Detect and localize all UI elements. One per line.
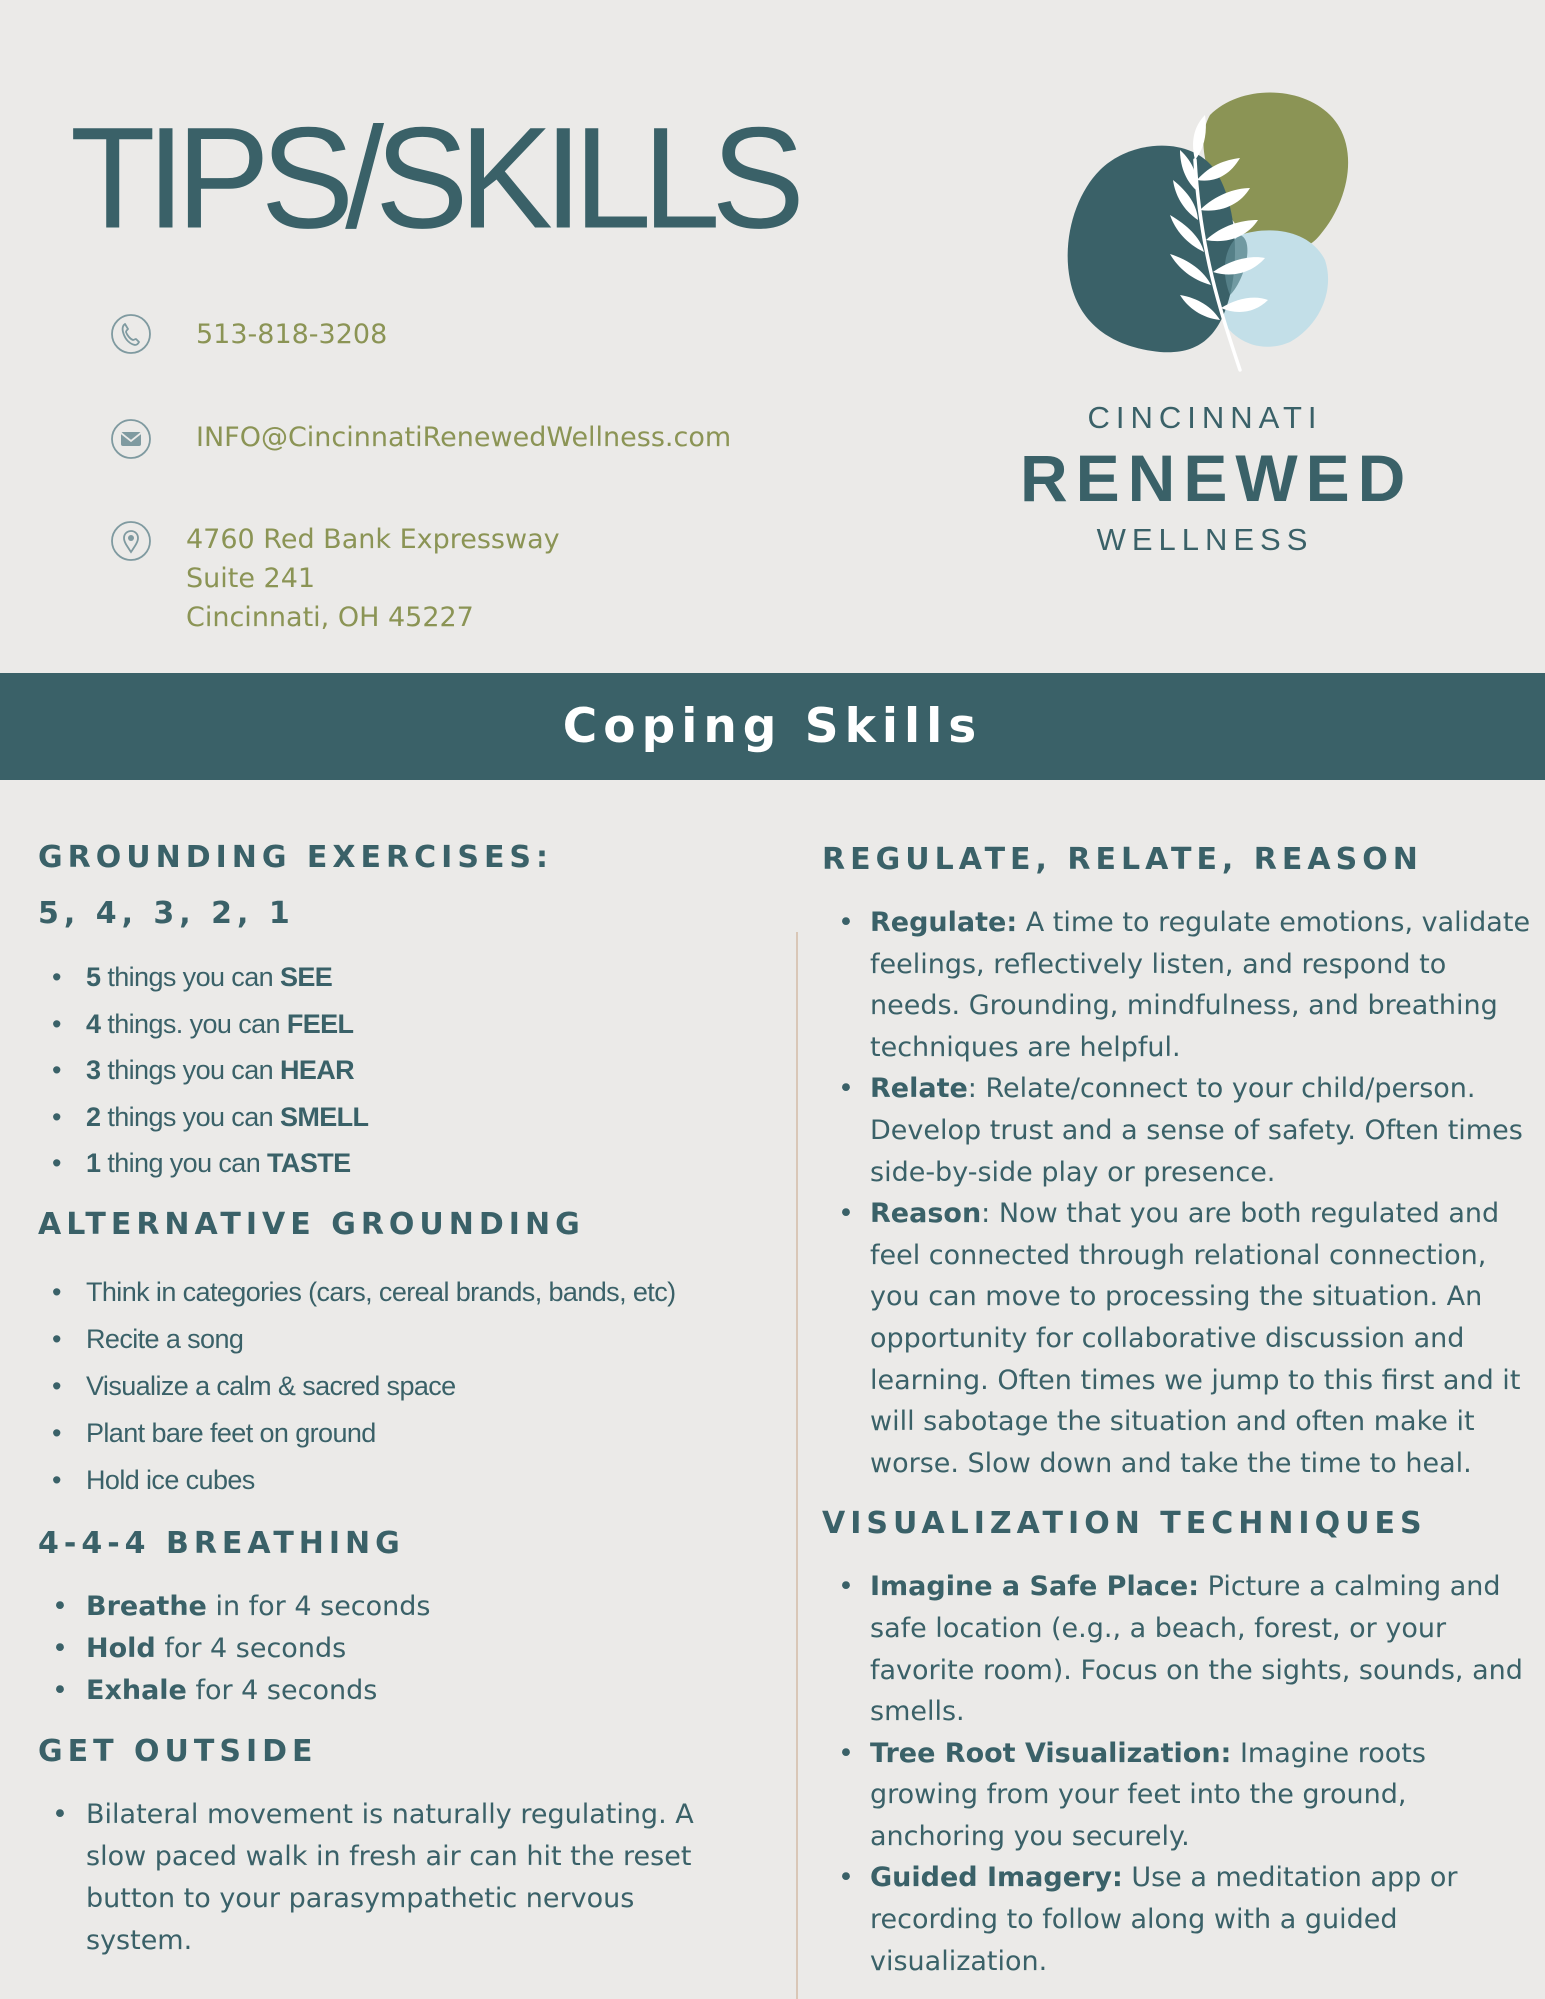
banner-title: Coping Skills bbox=[562, 699, 983, 754]
list-item: • Exhale for 4 seconds bbox=[38, 1670, 758, 1712]
address-line-1: 4760 Red Bank Expressway bbox=[186, 524, 560, 555]
address-line-2: Suite 241 bbox=[186, 563, 316, 594]
heading-visualization: VISUALIZATION TECHNIQUES bbox=[822, 1506, 1427, 1542]
list-item: • Hold ice cubes bbox=[38, 1457, 758, 1504]
list-item: • 1 thing you can TASTE bbox=[38, 1140, 758, 1187]
list-item: • Hold for 4 seconds bbox=[38, 1628, 758, 1670]
breathing-list bbox=[38, 1586, 758, 1712]
list-item: • Reason: Now that you are both regulated and feel connected through relational connection, you can move to processing the situation. An opportunity for collaborative discussion and learning. Often times we jump to this first and it will sabotage the situation and often make it worse. Slow down and take the time to heal. bbox=[822, 1193, 1532, 1484]
outside-list bbox=[38, 1794, 738, 1962]
location-pin-icon bbox=[110, 520, 152, 562]
alternative-list bbox=[38, 1269, 758, 1504]
leaf-logo-icon bbox=[1040, 80, 1370, 380]
address-line-3: Cincinnati, OH 45227 bbox=[186, 602, 474, 633]
list-item: • 3 things you can HEAR bbox=[38, 1047, 758, 1094]
heading-regulate-relate-reason: REGULATE, RELATE, REASON bbox=[822, 842, 1423, 877]
logo-line-2: RENEWED bbox=[1020, 441, 1414, 515]
heading-breathing: 4-4-4 BREATHING bbox=[38, 1525, 405, 1561]
heading-grounding: GROUNDING EXERCISES: bbox=[38, 840, 554, 875]
mail-icon bbox=[110, 418, 152, 460]
right-column bbox=[822, 840, 1532, 1982]
email-address[interactable]: INFO@CincinnatiRenewedWellness.com bbox=[196, 422, 732, 453]
logo-line-1: CINCINNATI bbox=[1087, 400, 1323, 435]
phone-number[interactable]: 513-818-3208 bbox=[196, 319, 388, 350]
page-title: TIPS/SKILLS bbox=[70, 96, 796, 259]
left-column bbox=[38, 838, 758, 1962]
heading-alternative-grounding: ALTERNATIVE GROUNDING bbox=[38, 1206, 585, 1242]
list-item: • Guided Imagery: Use a meditation app or recording to follow along with a guided visualization. bbox=[822, 1857, 1532, 1982]
list-item: • Regulate: A time to regulate emotions, validate feelings, reflectively listen, and respond to needs. Grounding, mindfulness, and breathing techniques are helpful. bbox=[822, 902, 1532, 1068]
list-item: • Breathe in for 4 seconds bbox=[38, 1586, 758, 1628]
list-item: • 2 things you can SMELL bbox=[38, 1094, 758, 1141]
rrr-list bbox=[822, 902, 1532, 1484]
list-item: • 4 things. you can FEEL bbox=[38, 1001, 758, 1048]
logo-line-3: WELLNESS bbox=[1096, 522, 1314, 557]
list-item: • Recite a song bbox=[38, 1316, 758, 1363]
visualization-list bbox=[822, 1566, 1532, 1982]
list-item: • Imagine a Safe Place: Picture a calming and safe location (e.g., a beach, forest, or your favorite room). Focus on the sights, sounds, and smells. bbox=[822, 1566, 1532, 1732]
list-item: • 5 things you can SEE bbox=[38, 954, 758, 1001]
phone-icon bbox=[110, 313, 152, 355]
address-block bbox=[186, 520, 560, 637]
subheading-54321: 5, 4, 3, 2, 1 bbox=[38, 896, 295, 931]
grounding-list bbox=[38, 954, 758, 1187]
list-item: • Visualize a calm & sacred space bbox=[38, 1363, 758, 1410]
list-item: • Bilateral movement is naturally regulating. A slow paced walk in fresh air can hit the reset button to your parasympathetic nervous system. bbox=[38, 1794, 738, 1962]
section-banner bbox=[0, 673, 1545, 780]
column-divider bbox=[796, 932, 798, 1999]
list-item: • Plant bare feet on ground bbox=[38, 1410, 758, 1457]
heading-get-outside: GET OUTSIDE bbox=[38, 1733, 318, 1769]
list-item: • Think in categories (cars, cereal brands, bands, etc) bbox=[38, 1269, 758, 1316]
list-item: • Relate: Relate/connect to your child/person. Develop trust and a sense of safety. Often times side-by-side play or presence. bbox=[822, 1068, 1532, 1193]
list-item: • Tree Root Visualization: Imagine roots growing from your feet into the ground, anchoring you securely. bbox=[822, 1733, 1532, 1858]
